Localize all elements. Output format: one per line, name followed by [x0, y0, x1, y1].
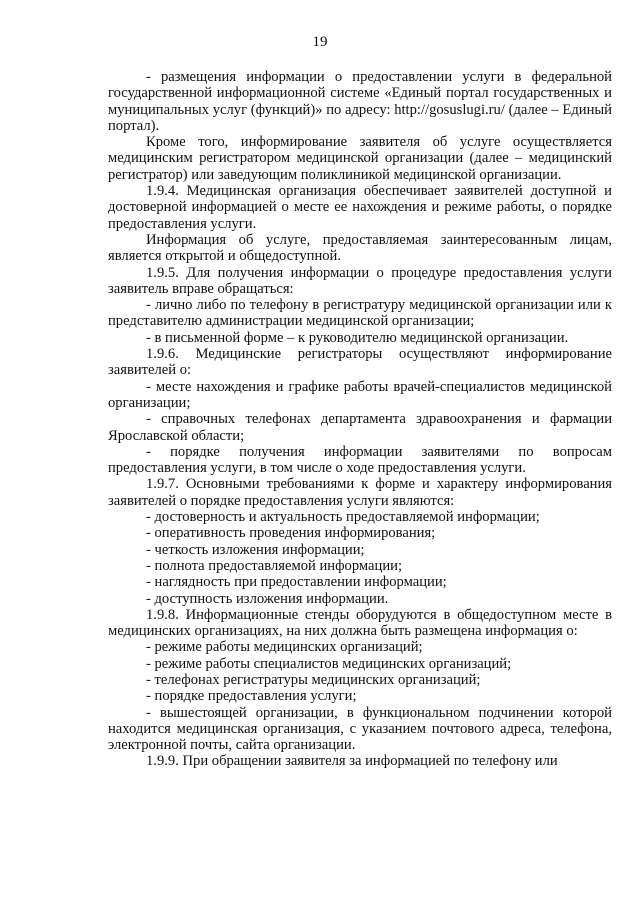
paragraph-portal-placement: - размещения информации о предоставлении услуги в федеральной государственной информационной системе «Единый портал государственных и муниципальных услуг (функций)» по адресу: http://gosuslugi.ru/ (далее – Единый портал).	[108, 69, 612, 134]
list-item-procedure: - порядке получения информации заявителями по вопросам предоставления услуги, в том числе о ходе предоставления услуги.	[108, 443, 612, 477]
list-item-reliability: - достоверность и актуальность предоставляемой информации;	[146, 509, 540, 526]
list-item-visibility: - наглядность при предоставлении информации;	[146, 574, 447, 591]
list-item-location-schedule: - месте нахождения и графике работы врачей-специалистов медицинской организации;	[108, 378, 612, 411]
paragraph-1-9-5: 1.9.5. Для получения информации о процедуре предоставления услуги заявитель вправе обращаться:	[108, 264, 612, 297]
list-item-in-person: - лично либо по телефону в регистратуру медицинской организации или к представителю администрации медицинской организации;	[108, 297, 612, 330]
list-item-completeness: - полнота предоставляемой информации;	[146, 557, 402, 574]
list-item-parent-organization: - вышестоящей организации, в функциональном подчинении которой находится медицинская организация, с указанием почтового адреса, телефона, электронной почты, сайта организации.	[108, 704, 612, 754]
paragraph-1-9-4: 1.9.4. Медицинская организация обеспечивает заявителей доступной и достоверной информацией о месте ее нахождения и режиме работы, о порядке предоставления услуги.	[108, 183, 612, 232]
list-item-promptness: - оперативность проведения информирования;	[146, 525, 436, 542]
list-item-accessibility: - доступность изложения информации.	[146, 590, 389, 607]
list-item-specialist-hours: - режиме работы специалистов медицинских организаций;	[146, 655, 512, 672]
paragraph-1-9-7: 1.9.7. Основными требованиями к форме и характеру информирования заявителей о порядке предоставления услуги являются:	[108, 476, 612, 509]
paragraph-info-open: Информация об услуге, предоставляемая заинтересованным лицам, является открытой и общедоступной.	[108, 231, 612, 265]
list-item-reference-phones: - справочных телефонах департамента здравоохранения и фармации Ярославской области;	[108, 411, 612, 444]
paragraph-1-9-9: 1.9.9. При обращении заявителя за информацией по телефону или	[146, 753, 558, 770]
list-item-clarity: - четкость изложения информации;	[146, 541, 365, 558]
paragraph-1-9-6: 1.9.6. Медицинские регистраторы осуществляют информирование заявителей о:	[108, 346, 612, 379]
list-item-registry-phones: - телефонах регистратуры медицинских организаций;	[146, 671, 481, 688]
list-item-in-writing: - в письменной форме – к руководителю медицинской организации.	[146, 329, 569, 346]
page-number: 19	[312, 34, 328, 50]
paragraph-1-9-8: 1.9.8. Информационные стенды оборудуются в общедоступном месте в медицинских организациях, на них должна быть размещена информация о:	[108, 606, 612, 640]
paragraph-registrar-informing: Кроме того, информирование заявителя об услуге осуществляется медицинским регистратором медицинской организации (далее – медицинский регистратор) или заведующим поликлиникой медицинской организации.	[108, 134, 612, 183]
document-body	[108, 69, 612, 770]
list-item-org-hours: - режиме работы медицинских организаций;	[146, 639, 423, 656]
list-item-service-procedure: - порядке предоставления услуги;	[146, 688, 357, 705]
